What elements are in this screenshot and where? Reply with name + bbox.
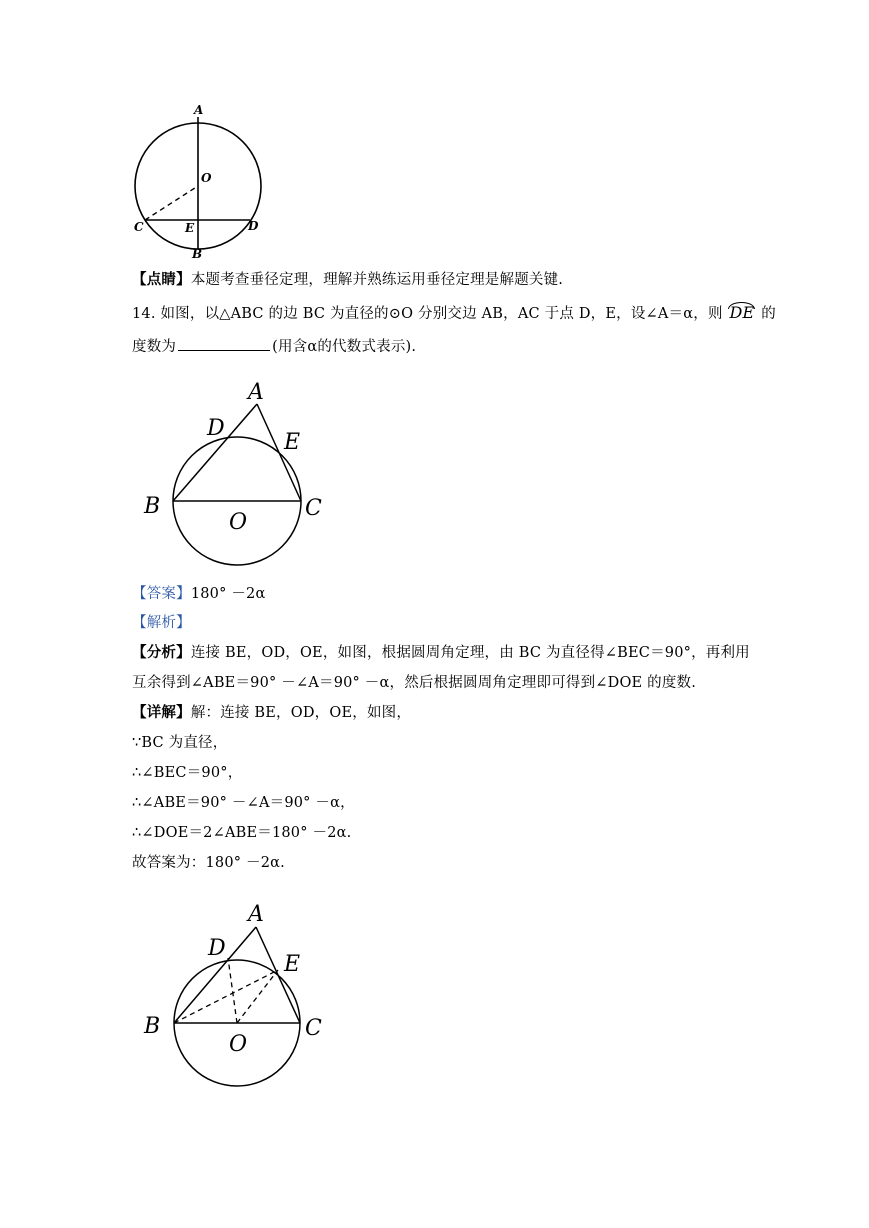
fenxi-text-2: 互余得到∠ABE＝90° －∠A＝90° －α，然后根据圆周角定理即可得到∠DOE 的度数. bbox=[132, 675, 697, 691]
xiangjie-tag: 【详解】 bbox=[132, 704, 191, 721]
label-a: A bbox=[248, 902, 264, 927]
step-1: ∵BC 为直径， bbox=[132, 735, 228, 751]
label-a: A bbox=[248, 380, 264, 405]
label-c: C bbox=[134, 220, 144, 234]
label-o: O bbox=[201, 171, 212, 185]
fenxi-text-1: 连接 BE，OD，OE，如图，根据圆周角定理，由 BC 为直径得∠BEC＝90°，再利用 bbox=[190, 645, 750, 661]
figure-circle-chord bbox=[128, 100, 268, 265]
label-d: D bbox=[207, 416, 225, 441]
question-suffix: 的 bbox=[761, 306, 776, 322]
segment-oc bbox=[145, 186, 198, 220]
segment-od bbox=[228, 958, 237, 1023]
step-2: ∴∠BEC＝90°， bbox=[132, 765, 243, 781]
label-o: O bbox=[229, 510, 248, 535]
label-e: E bbox=[284, 430, 301, 455]
xiangjie-line-1 bbox=[132, 703, 411, 723]
question-line-1 bbox=[132, 303, 776, 324]
analysis-tag: 【解析】 bbox=[132, 615, 191, 631]
analysis-line bbox=[132, 613, 191, 633]
label-a: A bbox=[194, 103, 204, 117]
question-line2-suffix: (用含α的代数式表示). bbox=[272, 339, 417, 355]
answer-text: 180° －2α bbox=[190, 586, 266, 602]
segment-oe bbox=[237, 970, 278, 1023]
label-d: D bbox=[208, 936, 226, 961]
fenxi-line-1 bbox=[132, 643, 750, 663]
segment-be bbox=[174, 970, 278, 1023]
question-line-2 bbox=[132, 336, 416, 357]
answer-blank bbox=[178, 336, 270, 351]
label-e: E bbox=[284, 952, 301, 977]
label-d: D bbox=[248, 219, 259, 233]
label-b: B bbox=[144, 494, 161, 519]
label-b: B bbox=[144, 1014, 161, 1039]
label-e: E bbox=[185, 221, 195, 235]
fenxi-line-2 bbox=[132, 673, 696, 693]
step-4: ∴∠DOE＝2∠ABE＝180° －2α. bbox=[132, 825, 352, 841]
figure-triangle-circle bbox=[140, 375, 340, 570]
figure-solution bbox=[140, 895, 340, 1090]
fenxi-tag: 【分析】 bbox=[132, 644, 191, 661]
final-answer: 故答案为：180° －2α. bbox=[132, 855, 285, 871]
comment-line bbox=[132, 270, 563, 290]
question-prefix: 14. 如图，以△ABC 的边 BC 为直径的⊙O 分别交边 AB，AC 于点 D，E，设∠A＝α，则 bbox=[132, 306, 723, 322]
comment-tag: 【点睛】 bbox=[132, 271, 191, 288]
step-3: ∴∠ABE＝90° －∠A＝90° －α， bbox=[132, 795, 355, 811]
comment-text: 本题考查垂径定理，理解并熟练运用垂径定理是解题关键. bbox=[190, 272, 564, 288]
label-c: C bbox=[305, 1016, 322, 1041]
label-b: B bbox=[192, 247, 203, 261]
answer-line bbox=[132, 584, 265, 604]
label-o: O bbox=[229, 1032, 248, 1057]
arc-de: DE bbox=[729, 303, 755, 322]
label-c: C bbox=[305, 496, 322, 521]
question-line2-prefix: 度数为 bbox=[132, 339, 177, 355]
xiangjie-text: 解：连接 BE，OD，OE，如图， bbox=[190, 705, 412, 721]
answer-tag: 【答案】 bbox=[132, 586, 191, 602]
